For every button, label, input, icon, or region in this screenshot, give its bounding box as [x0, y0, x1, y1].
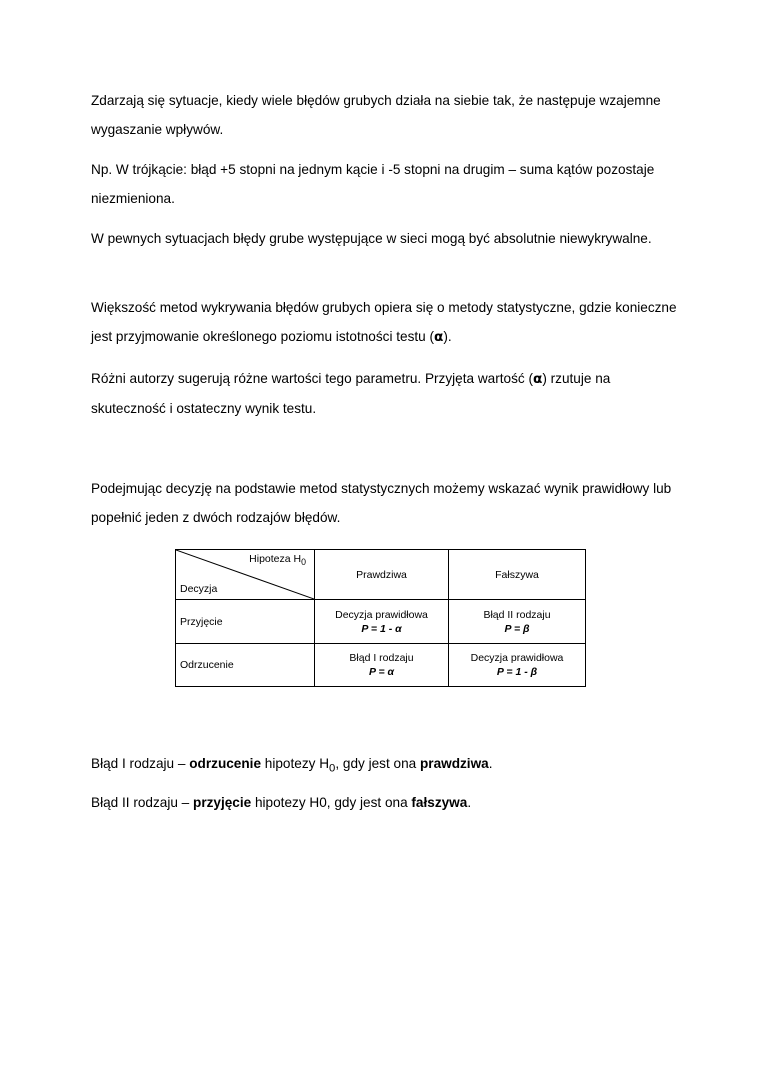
decision-header: Decyzja — [180, 583, 218, 595]
paragraph-undetectable-errors: W pewnych sytuacjach błędy grube występujące w sieci mogą być absolutnie niewykrywalne. — [91, 231, 652, 246]
hypothesis-header: Hipoteza $H_0$ — [249, 553, 306, 568]
paragraph-mutual-cancellation: Zdarzają się sytuacje, kiedy wiele błędów grubych działa na siebie tak, że następuje wzajemne wygaszanie wpływów. — [91, 93, 661, 137]
cell-accept-false: Błąd II rodzaju P = β — [449, 600, 586, 644]
p5-text: Różni autorzy sugerują różne wartości tego parametru. Przyjęta wartość ( — [91, 371, 533, 386]
cell-reject-false: Decyzja prawidłowa P = 1 - β — [449, 644, 586, 687]
alpha-symbol: α — [532, 371, 543, 387]
cell-reject-true: Błąd I rodzaju P = α — [315, 644, 449, 687]
table-row-reject — [176, 644, 586, 687]
row-label-accept: Przyjęcie — [176, 600, 315, 644]
row-label-reject: Odrzucenie — [176, 644, 315, 687]
alpha-symbol: α — [434, 329, 444, 345]
paragraph-triangle-example: Np. W trójkącie: błąd +5 stopni na jednym kącie i -5 stopni na drugim – suma kątów pozostaje niezmieniona. — [91, 162, 655, 206]
table-header-row — [176, 550, 586, 600]
definition-type2-error: Błąd II rodzaju – przyjęcie hipotezy H0, gdy jest ona fałszywa. — [91, 795, 472, 810]
definition-type1-error: Błąd I rodzaju – odrzucenie hipotezy $H_0$, gdy jest ona prawdziwa. — [91, 756, 493, 775]
table-row-accept — [176, 600, 586, 644]
paragraph-statistical-methods — [91, 293, 681, 352]
p5-end: ) rzutuje na skuteczność i ostateczny wynik testu. — [91, 371, 611, 416]
p4-end: ). — [443, 329, 452, 344]
cell-accept-true: Decyzja prawidłowa P = 1 - α — [315, 600, 449, 644]
paragraph-alpha-values — [91, 364, 681, 423]
p4-text: Większość metod wykrywania błędów grubych opiera się o metody statystyczne, gdzie konieczne jest przyjmowanie określonego poziomu istotności testu ( — [91, 300, 677, 344]
column-header-true: Prawdziwa — [315, 550, 449, 600]
table-corner-cell — [176, 550, 315, 600]
decision-table — [175, 549, 586, 687]
column-header-false: Fałszywa — [449, 550, 586, 600]
paragraph-decision-intro: Podejmując decyzję na podstawie metod statystycznych możemy wskazać wynik prawidłowy lub popełnić jeden z dwóch rodzajów błędów. — [91, 481, 672, 525]
